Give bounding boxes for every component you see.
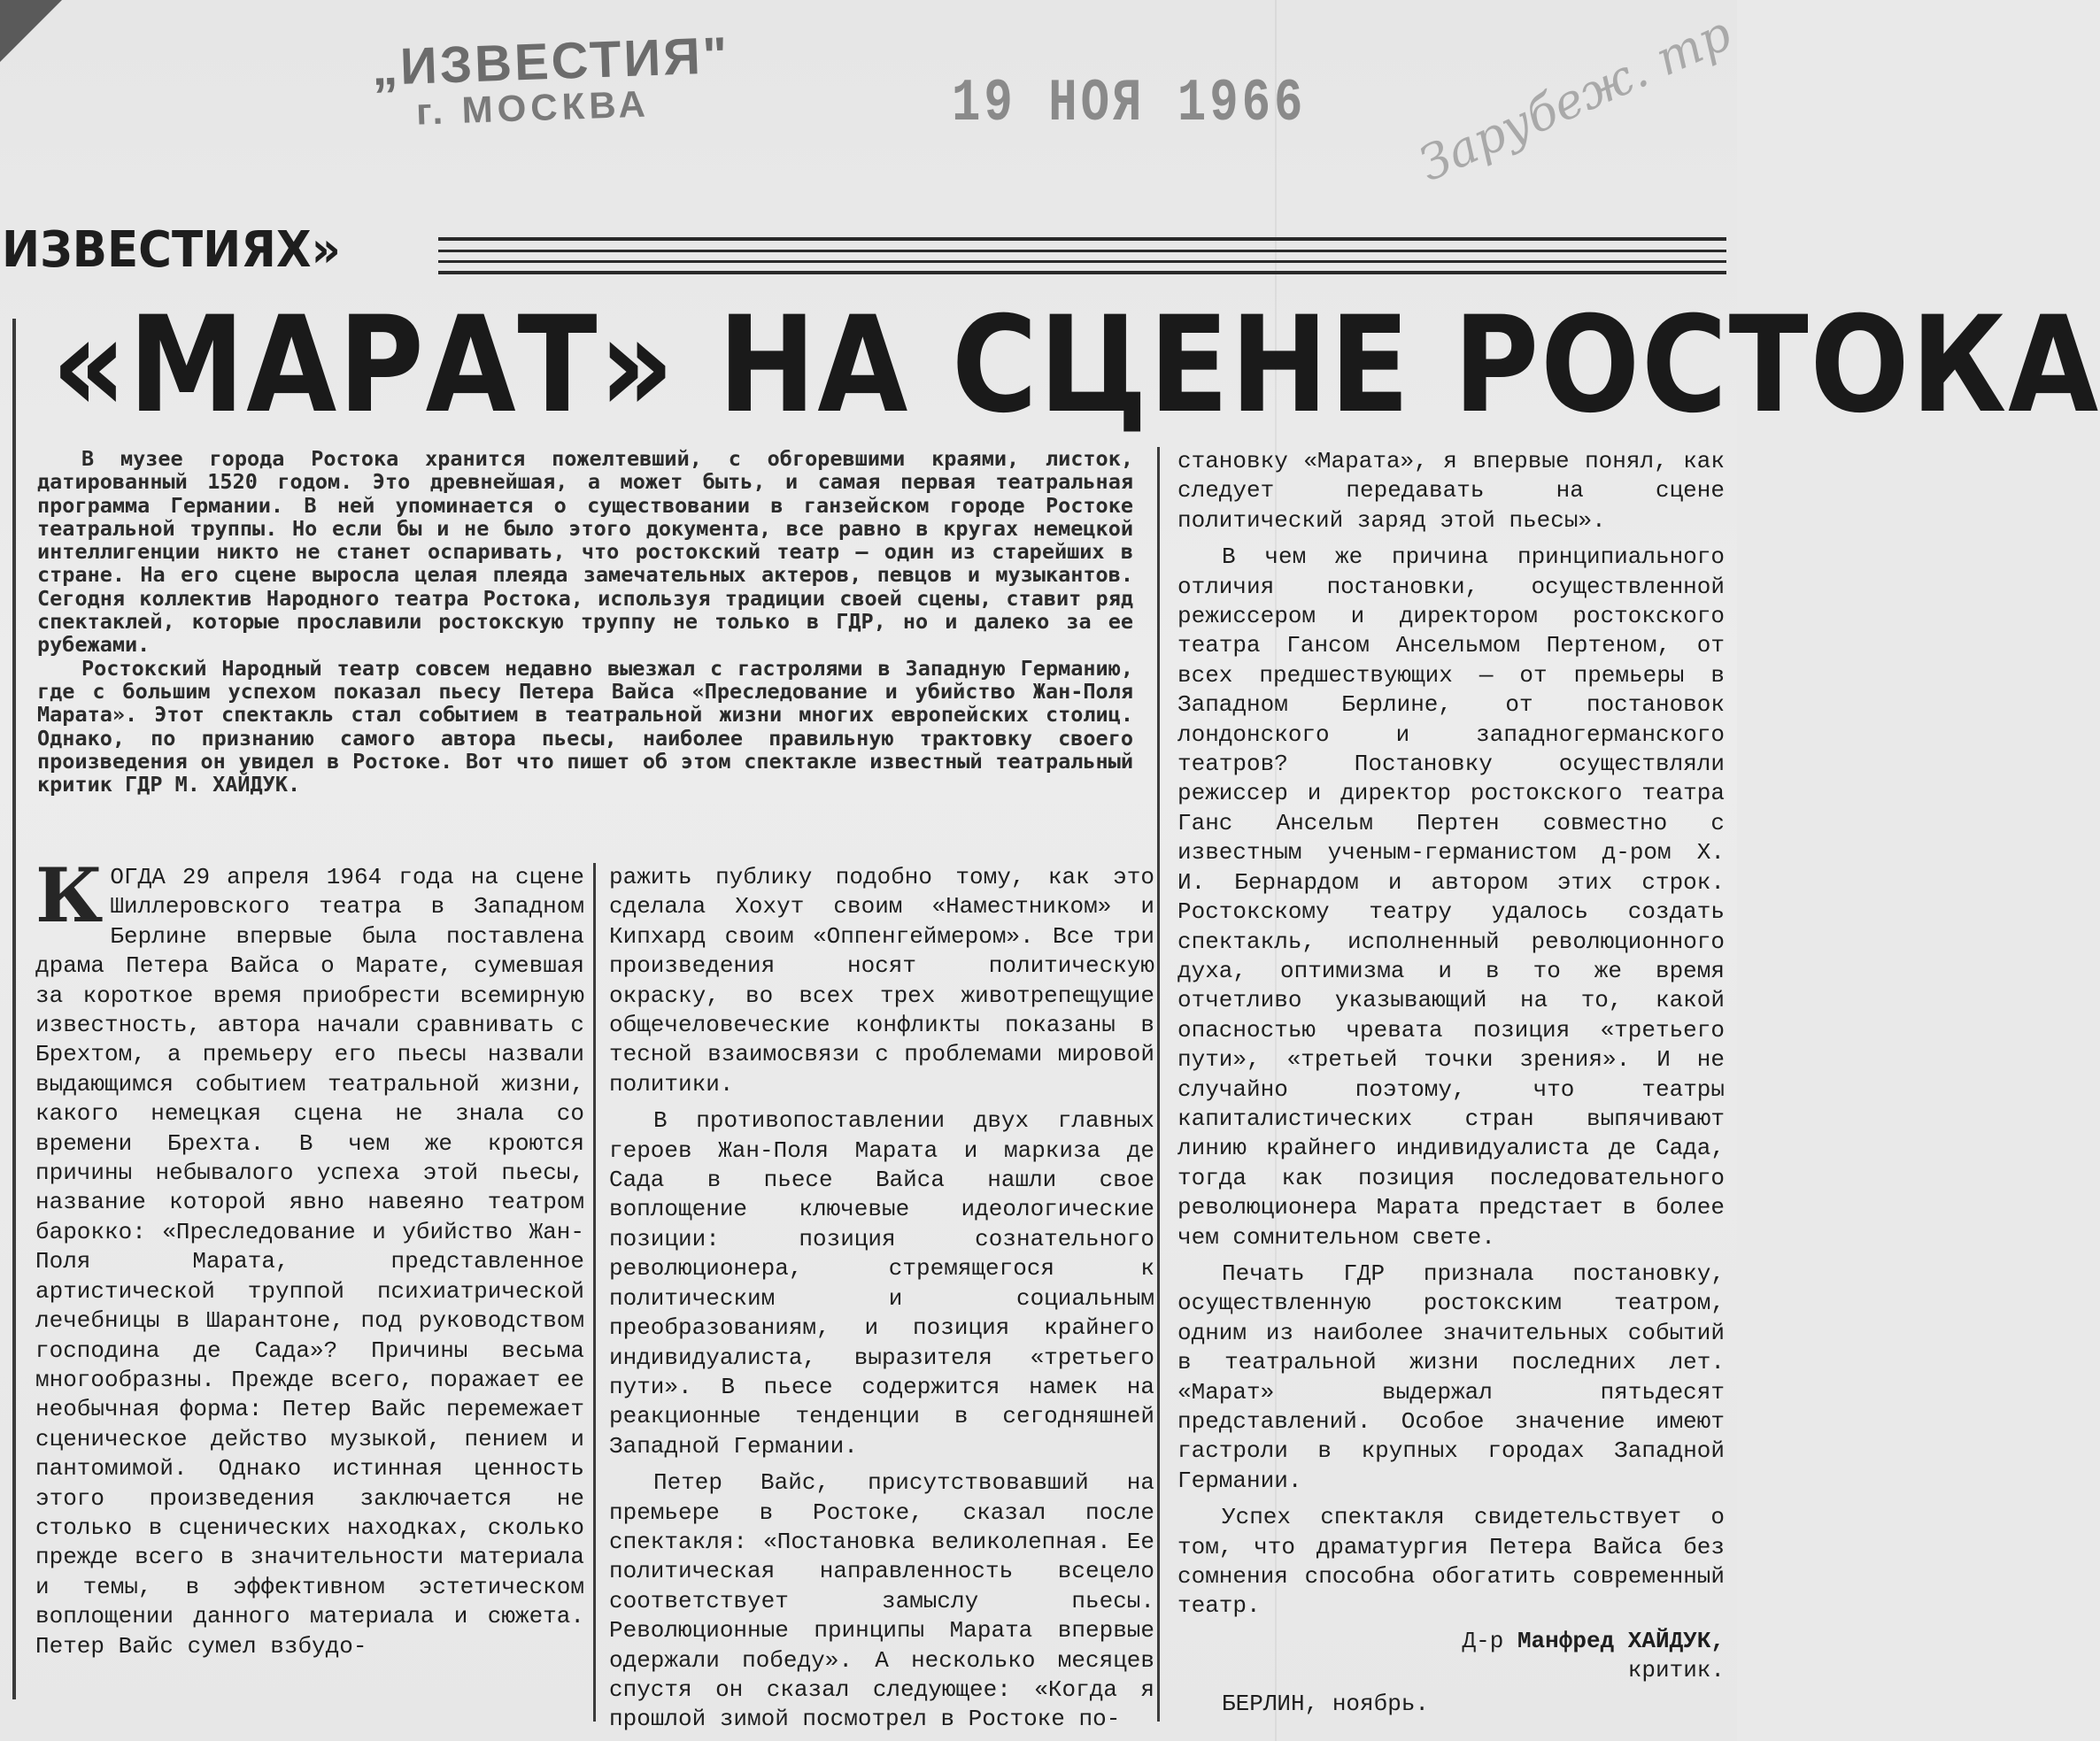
column-rule-right — [1157, 447, 1160, 1722]
article-column-3 — [1177, 447, 1725, 1719]
body-paragraph: ражить публику подобно тому, как это сделала Хохут своим «Наместником» и Кипхард своим «Оппенгеймером». Все три произведения носят политическую окраску, во всех трех животрепещущие общечеловеческие конфликты показаны в тесной взаимосвязи с проблемами мировой политики. — [609, 864, 1154, 1098]
author-signature — [1177, 1627, 1725, 1656]
article-column-1 — [35, 851, 584, 1661]
lead-paragraph: В музее города Ростока хранится пожелтевший, с обгоревшими краями, листок, датированный 1520 годом. Это древнейшая, а может быть, и самая первая театральная программа Германии. В ней упоминается о существовании в ганзейском городе Ростоке театральной труппы. Но если бы и не было этого документа, все равно в кругах немецкой интеллигенции никто не станет оспаривать, что ростокский театр — один из старейших в стране. На его сцене выросла целая плеяда замечательных актеров, певцов и музыкантов. Сегодня коллектив Народного театра Ростока, используя традиции своей сцены, ставит ряд спектаклей, которые прославили ростокскую труппу не только в ГДР, но и далеко за ее рубежами. — [37, 446, 1133, 658]
author-name: Манфред ХАЙДУК, — [1517, 1627, 1725, 1654]
body-text: ОГДА 29 апреля 1964 года на сцене Шиллеровского театра в Западном Берлине впервые была поставлена драма Петера Вайса о Марате, сумевшая за короткое время приобрести всемирную известность, автора начали сравнивать с Брехтом, а премьеру его пьесы назвали выдающимся событием театральной жизни, какого немецкая сцена не знала со времени Брехта. В чем же кроются причины небывалого успеха этой пьесы, название которой явно навеяно театром барокко: «Преследование и убийство Жан-Поля Марата, представленное артистической труппой психиатрической лечебницы в Шарантоне, под руководством господина де Сада»? Причины весьма многообразны. Прежде всего, поражает ее необычная форма: Петер Вайс перемежает сценическое действо музыкой, пением и пантомимой. Однако истинная ценность этого произведения заключается не столько в сценических находках, сколько прежде всего в значительности материала и темы, в эффективном эстетическом воплощении данного материала и сюжета. Петер Вайс сумел взбудо- — [35, 864, 584, 1660]
headline: «МАРАТ» НА СЦЕНЕ РОСТОКА — [51, 289, 2100, 443]
rubric-rule-4 — [438, 271, 1726, 274]
body-paragraph: В чем же причина принципиального отличия постановки, осуществленной режиссером и директором ростокского театра Гансом Ансельмом Пертеном, от всех предшествующих — от премьеры в Западном Берлине, от постановок лондонского и западногерманского театров? Постановку осуществляли режиссер и директор ростокского театра Ганс Ансельм Пертен совместно с известным ученым-германистом д-ром Х. И. Бернардом и автором этих строк. Ростокскому театру удалось создать спектакль, исполненный революционного духа, оптимизма и в то же время отчетливо указывающий на то, какой опасностью чревата позиция «третьего пути», «третьей точки зрения». И не случайно поэтому, что театры капиталистических стран выпячивают линию крайнего индивидуалиста де Сада, тогда как позиция последовательного революционера Марата предстает в более чем сомнительном свете. — [1177, 543, 1725, 1251]
rubric-rule-3 — [438, 260, 1726, 263]
article-column-2 — [609, 863, 1154, 1735]
drop-cap: К — [35, 851, 104, 939]
lead-paragraph: Ростокский Народный театр совсем недавно выезжал с гастролями в Западную Германию, где с большим успехом показал пьесу Петера Вайса «Преследование и убийство Жан-Поля Марата». Этот спектакль стал событием в театральной жизни многих европейских столиц. Однако, по признанию самого автора пьесы, наиболее правильную трактовку своего произведения он увидел в Ростоке. Вот что пишет об этом спектакле известный театральный критик ГДР М. ХАЙДУК. — [37, 655, 1133, 797]
rubric-heading: ИЗВЕСТИЯХ» — [2, 221, 341, 279]
body-paragraph: В противопоставлении двух главных героев Жан-Поля Марата и маркиза де Сада в пьесе Вайса нашли свое воплощение ключевые идеологические позиции: позиция сознательного революционера, стремящегося к политическим и социальным преобразованиям, и позиция крайнего индивидуалиста, выразителя «третьего пути». В пьесе содержится намек на реакционные тенденции в сегодняшней Западной Германии. — [609, 1107, 1154, 1460]
dateline: БЕРЛИН, ноябрь. — [1222, 1690, 1430, 1717]
stamp-publication: „ИЗВЕСТИЯ" — [370, 26, 731, 97]
folded-corner — [0, 0, 62, 62]
author-title: Д-р — [1462, 1627, 1517, 1654]
stamp-city: г. МОСКВА — [415, 82, 651, 133]
rubric-rule-2 — [438, 250, 1726, 252]
body-paragraph: Успех спектакля свидетельствует о том, что драматургия Петера Вайса без сомнения способна обогатить современный театр. — [1177, 1504, 1725, 1620]
body-paragraph: Петер Вайс, присутствовавший на премьере в Ростоке, сказал после спектакля: «Постановка великолепная. Ее политическая направленность всецело соответствует замыслу пьесы. Революционные принципы Марата впервые одержали победу». А несколько месяцев спустя он сказал следующее: «Когда я прошлой зимой посмотрел в Ростоке по- — [609, 1469, 1154, 1733]
left-border-rule — [12, 319, 16, 1699]
stamp-date: 19 НОЯ 1966 — [952, 71, 1307, 139]
body-paragraph — [35, 851, 584, 1661]
column-rule-middle — [593, 863, 596, 1722]
author-role: критик. — [1627, 1657, 1725, 1684]
rubric-rule-1 — [438, 237, 1726, 241]
handwritten-note: Зарубеж. тр — [1410, 4, 1740, 193]
body-paragraph: Печать ГДР признала постановку, осуществленную ростокским театром, одним из наиболее значительных событий в театральной жизни последних лет. «Марат» выдержал пятьдесят представлений. Особое значение имеют гастроли в крупных городах Западной Германии. — [1177, 1260, 1725, 1494]
lead-paragraphs — [37, 447, 1133, 796]
body-paragraph: становку «Марата», я впервые понял, как следует передавать на сцене политический заряд этой пьесы». — [1177, 448, 1725, 534]
